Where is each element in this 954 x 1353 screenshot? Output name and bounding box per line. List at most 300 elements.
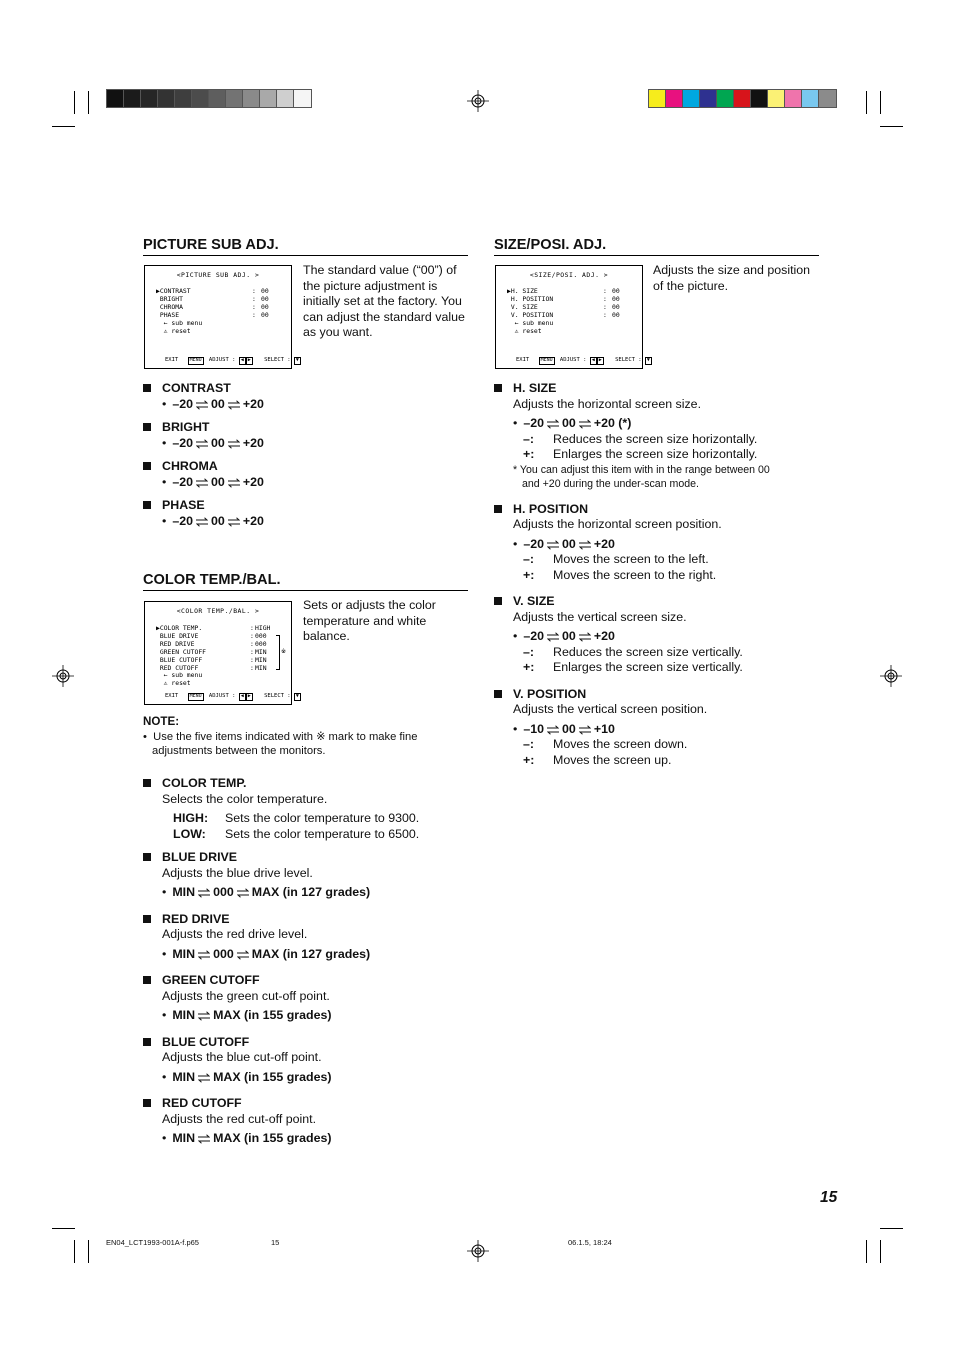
range-bullet: •: [513, 721, 518, 736]
range-row: [494, 416, 824, 432]
bullet-square-icon: [494, 690, 502, 698]
range-mid: 000: [213, 885, 234, 899]
osd-menu-key: MENU: [189, 357, 202, 364]
adjust-toggle-icon: [544, 416, 562, 430]
range-min: MIN: [172, 946, 196, 961]
osd-row-label: RED DRIVE: [156, 639, 195, 648]
plus-row: [494, 568, 824, 584]
item-name: V. POSITION: [513, 686, 587, 701]
range-mid: 00: [562, 416, 576, 430]
osd-row-label: RED CUTOFF: [156, 663, 199, 672]
item-heading: [143, 1096, 463, 1112]
osd-exit-label: EXIT: [165, 357, 179, 364]
item-heading: [143, 420, 463, 436]
osd-row-value: HIGH: [255, 624, 271, 632]
osd-footer: [165, 693, 299, 701]
osd-row-sep: :: [252, 294, 256, 303]
item-heading: [494, 687, 824, 703]
item-heading: [143, 1035, 463, 1051]
range-max: +20 (*): [593, 416, 632, 430]
size-item-h-size: [494, 381, 824, 491]
graybar-swatch: [192, 90, 209, 107]
color-item-red-cutoff: [143, 1096, 463, 1147]
color-item-green-cutoff: [143, 973, 463, 1024]
osd-row-value: 00: [261, 287, 269, 295]
osd-plus-key-icon: ▶: [247, 693, 251, 700]
osd-select-key-icon: ▼: [646, 357, 650, 364]
range-mid: 00: [211, 435, 225, 450]
osd-title: <SIZE/POSI. ADJ. >: [529, 271, 609, 279]
minus-text: Reduces the screen size horizontally.: [553, 431, 758, 446]
adjust-toggle-icon: [193, 475, 211, 489]
adjust-toggle-icon: [544, 629, 562, 643]
bullet-square-icon: [143, 915, 151, 923]
range-max: +20: [242, 474, 264, 489]
picture-sub-description: The standard value (“00”) of the picture adjustment is initially set at the factory. You can adjust the standard value as you want.: [303, 263, 465, 339]
minus-row: [494, 552, 824, 568]
osd-row-label: PHASE: [156, 310, 180, 319]
osd-row-label: ← sub menu: [156, 671, 203, 680]
graybar-swatch: [175, 90, 192, 107]
osd-select-label: SELECT :: [264, 693, 291, 700]
osd-asterisk-icon: ※: [281, 648, 287, 655]
range-bullet: •: [162, 1008, 167, 1022]
osd-row-label: ▶CONTRAST: [156, 287, 191, 295]
osd-footer: [165, 357, 299, 365]
minus-text: Moves the screen down.: [553, 737, 688, 751]
item-heading: [143, 850, 463, 866]
range-row: [143, 1131, 463, 1147]
size-posi-title: SIZE/POSI. ADJ.: [494, 236, 819, 256]
range-max: MAX (in 155 grades): [213, 1069, 332, 1084]
osd-row-value: 000: [255, 631, 267, 640]
osd-select-key-icon: ▼: [295, 357, 299, 364]
picture-item-chroma: [143, 459, 463, 490]
osd-row-sep: :: [250, 655, 254, 664]
item-name: RED DRIVE: [162, 911, 230, 926]
osd-row-value: MIN: [255, 655, 267, 664]
range-row: [143, 436, 463, 452]
minus-row: [494, 432, 824, 448]
range-mid: 00: [562, 629, 576, 643]
graybar-swatch: [124, 90, 141, 107]
item-desc: Adjusts the blue drive level.: [162, 865, 313, 880]
osd-row-sep: :: [252, 310, 256, 319]
adjust-toggle-icon: [193, 514, 211, 528]
item-name: RED CUTOFF: [162, 1096, 242, 1110]
color-bar: [648, 89, 837, 108]
plus-row: [494, 447, 824, 463]
low-key: LOW:: [173, 826, 206, 841]
picture-item-bright: [143, 420, 463, 451]
adjust-toggle-icon: [193, 436, 211, 450]
osd-row-sep: :: [603, 287, 607, 295]
osd-exit-label: EXIT: [165, 693, 179, 700]
footer-file: EN04_LCT1993-001A-f.p65: [106, 1238, 199, 1247]
graybar-swatch: [209, 90, 226, 107]
osd-select-label: SELECT :: [615, 357, 642, 364]
osd-row-sep: :: [250, 639, 254, 648]
range-max: MAX (in 155 grades): [213, 1131, 332, 1145]
range-bullet: •: [162, 885, 167, 899]
graybar-swatch: [226, 90, 243, 107]
range-bullet: •: [162, 946, 167, 961]
item-heading: [143, 459, 463, 475]
low-row: [143, 827, 463, 843]
osd-row-value: 00: [612, 302, 620, 311]
graybar-swatch: [243, 90, 260, 107]
colbar-swatch: [734, 90, 751, 107]
adjust-toggle-icon: [544, 537, 562, 551]
item-name: CHROMA: [162, 459, 218, 473]
osd-row-label: CHROMA: [156, 302, 183, 311]
colbar-swatch: [683, 90, 700, 107]
note-block: [143, 714, 463, 759]
color-temp-title: COLOR TEMP./BAL.: [143, 571, 468, 591]
adjust-toggle-icon: [195, 1131, 213, 1145]
range-bullet: •: [162, 1131, 167, 1145]
bullet-square-icon: [143, 384, 151, 392]
color-item-blue-cutoff: [143, 1035, 463, 1086]
minus-text: Reduces the screen size vertically.: [553, 644, 743, 659]
range-mid: 00: [562, 721, 576, 736]
colbar-swatch: [768, 90, 785, 107]
item-name: GREEN CUTOFF: [162, 973, 260, 987]
osd-row-sep: :: [250, 624, 254, 632]
color-temp-description: Sets or adjusts the color temperature and white balance.: [303, 598, 436, 643]
note-title: NOTE:: [143, 715, 180, 728]
bullet-square-icon: [494, 597, 502, 605]
footer-page: 15: [271, 1238, 280, 1247]
osd-plus-key-icon: ▶: [247, 357, 251, 364]
low-value: Sets the color temperature to 6500.: [225, 826, 420, 841]
graybar-swatch: [294, 90, 311, 107]
asterisk-mark-icon: ※: [316, 730, 326, 743]
adjust-toggle-icon: [225, 436, 243, 450]
item-heading: [494, 594, 824, 610]
osd-row-value: 00: [612, 310, 620, 319]
grayscale-bar: [106, 89, 312, 108]
minus-row: [494, 645, 824, 661]
osd-exit-label: EXIT: [516, 357, 530, 364]
bullet-square-icon: [143, 1099, 151, 1107]
osd-row-label: BRIGHT: [156, 294, 183, 303]
high-value: Sets the color temperature to 9300.: [225, 811, 420, 825]
adjust-toggle-icon: [225, 397, 243, 411]
range-bullet: •: [513, 629, 518, 643]
osd-row-label: V. SIZE: [507, 302, 538, 311]
range-min: MIN: [172, 1008, 196, 1022]
item-name: BRIGHT: [162, 420, 210, 434]
colbar-swatch: [751, 90, 768, 107]
plus-text: Moves the screen to the right.: [553, 567, 717, 582]
range-min: –20: [172, 435, 194, 450]
plus-key: +:: [523, 752, 535, 767]
adjust-toggle-icon: [225, 514, 243, 528]
adjust-toggle-icon: [234, 947, 252, 961]
osd-row-sep: :: [250, 663, 254, 672]
osd-bracket: [276, 635, 280, 670]
bullet-square-icon: [143, 501, 151, 509]
plus-text: Enlarges the screen size horizontally.: [553, 447, 758, 461]
osd-row-sep: :: [603, 294, 607, 303]
adjust-toggle-icon: [576, 722, 594, 736]
range-max: +20: [593, 536, 615, 551]
bullet-square-icon: [494, 505, 502, 513]
range-bullet: •: [162, 435, 167, 450]
picture-sub-osd-screen: [144, 265, 299, 369]
range-mid: 00: [211, 396, 225, 411]
size-posi-osd-screen: [495, 265, 650, 369]
item-name: H. SIZE: [513, 381, 557, 395]
color-item-blue-drive: [143, 850, 463, 901]
range-bullet: •: [162, 1069, 167, 1084]
minus-key: –:: [523, 737, 535, 751]
minus-key: –:: [523, 431, 535, 446]
osd-select-key-icon: ▼: [295, 693, 299, 700]
colbar-swatch: [802, 90, 819, 107]
note-bullet: •: [143, 730, 147, 743]
minus-key: –:: [523, 552, 535, 566]
osd-row-label: ⚠ reset: [156, 679, 191, 688]
item-desc: Adjusts the horizontal screen position.: [513, 517, 722, 531]
graybar-swatch: [260, 90, 277, 107]
item-desc: Adjusts the red drive level.: [162, 927, 308, 941]
osd-row-label: ← sub menu: [507, 318, 554, 327]
color-temp-items: [143, 850, 463, 1158]
minus-row: [494, 737, 824, 753]
osd-row-label: ⚠ reset: [507, 326, 542, 335]
adjust-toggle-icon: [234, 885, 252, 899]
size-item-v-size: [494, 594, 824, 676]
graybar-swatch: [277, 90, 294, 107]
range-mid: 00: [211, 513, 225, 528]
note-line-2: adjustments between the monitors.: [152, 745, 326, 757]
osd-row-sep: :: [250, 647, 254, 656]
item-desc: Adjusts the green cut-off point.: [162, 988, 330, 1003]
osd-row-value: 00: [261, 302, 269, 311]
bullet-square-icon: [143, 853, 151, 861]
range-max: +20: [242, 435, 264, 450]
graybar-swatch: [158, 90, 175, 107]
colbar-swatch: [666, 90, 683, 107]
range-min: –20: [523, 416, 545, 430]
bullet-square-icon: [143, 976, 151, 984]
item-footnote-2: and +20 during the under-scan mode.: [522, 477, 699, 490]
size-posi-description: Adjusts the size and position of the picture.: [653, 263, 811, 293]
osd-row-value: 000: [255, 639, 267, 648]
osd-adjust-label: ADJUST :: [208, 693, 236, 700]
osd-menu-key: MENU: [189, 693, 202, 700]
colbar-swatch: [700, 90, 717, 107]
range-bullet: •: [162, 396, 167, 411]
item-heading: [143, 912, 463, 928]
osd-row-label: H. POSITION: [507, 294, 554, 303]
item-desc: Adjusts the blue cut-off point.: [162, 1050, 322, 1064]
item-name: BLUE DRIVE: [162, 850, 238, 864]
range-bullet: •: [162, 474, 167, 489]
range-min: –20: [172, 396, 194, 411]
range-row: [494, 537, 824, 553]
osd-title: <PICTURE SUB ADJ. >: [176, 271, 260, 279]
osd-row-value: 00: [612, 294, 620, 303]
graybar-swatch: [107, 90, 124, 107]
plus-text: Moves the screen up.: [553, 752, 672, 767]
osd-plus-key-icon: ▶: [598, 357, 602, 364]
page-number: 15: [820, 1189, 838, 1206]
osd-row-value: 00: [261, 294, 269, 303]
size-item-h-position: [494, 502, 824, 584]
color-item-red-drive: [143, 912, 463, 963]
item-name: BLUE CUTOFF: [162, 1034, 250, 1049]
colbar-swatch: [785, 90, 802, 107]
range-bullet: •: [513, 536, 518, 551]
osd-row-label: ▶H. SIZE: [507, 287, 538, 295]
range-bullet: •: [513, 416, 518, 430]
adjust-toggle-icon: [225, 475, 243, 489]
minus-key: –:: [523, 644, 535, 659]
osd-row-label: BLUE CUTOFF: [156, 655, 203, 664]
osd-row-sep: :: [252, 287, 256, 295]
item-heading: [143, 498, 463, 514]
osd-minus-key-icon: ◀: [240, 357, 244, 364]
adjust-toggle-icon: [195, 1008, 213, 1022]
range-mid: 000: [213, 946, 234, 961]
plus-row: [494, 660, 824, 676]
adjust-toggle-icon: [193, 397, 211, 411]
osd-minus-key-icon: ◀: [591, 357, 595, 364]
note-post: mark to make fine: [328, 730, 418, 743]
range-min: –20: [523, 629, 545, 643]
footer-date: 06.1.5, 18:24: [568, 1238, 612, 1247]
adjust-toggle-icon: [576, 416, 594, 430]
high-key: HIGH:: [173, 811, 209, 825]
osd-row-label: GREEN CUTOFF: [156, 647, 207, 656]
item-heading: [143, 973, 463, 989]
osd-adjust-label: ADJUST :: [208, 357, 236, 364]
item-desc: Adjusts the vertical screen size.: [513, 609, 687, 624]
plus-key: +:: [523, 447, 535, 461]
plus-key: +:: [523, 660, 535, 674]
item-desc: Adjusts the vertical screen position.: [513, 702, 708, 716]
color-temp-item: [143, 776, 463, 842]
item-heading: [494, 381, 824, 397]
range-row: [143, 885, 463, 901]
range-min: –20: [172, 474, 194, 489]
range-max: MAX (in 155 grades): [213, 1008, 332, 1022]
colbar-swatch: [819, 90, 836, 107]
osd-row-sep: :: [250, 631, 254, 640]
item-name: H. POSITION: [513, 501, 589, 516]
osd-row-label: ⚠ reset: [156, 326, 191, 335]
registration-mark-bottom-icon: [467, 1240, 489, 1262]
range-row: [143, 475, 463, 491]
registration-mark-top-icon: [467, 90, 489, 112]
adjust-toggle-icon: [195, 947, 213, 961]
note-pre: Use the five items indicated with: [153, 730, 313, 743]
osd-minus-key-icon: ◀: [240, 693, 244, 700]
picture-item-contrast: [143, 381, 463, 412]
item-name: CONTRAST: [162, 381, 231, 395]
osd-row-value: MIN: [255, 663, 267, 672]
plus-text: Enlarges the screen size vertically.: [553, 660, 743, 674]
range-max: +20: [242, 513, 264, 528]
picture-sub-items: [143, 381, 463, 537]
range-mid: 00: [562, 536, 576, 551]
picture-sub-title: PICTURE SUB ADJ.: [143, 236, 468, 256]
osd-title: <COLOR TEMP./BAL. >: [176, 607, 260, 615]
osd-row-value: MIN: [255, 647, 267, 656]
range-row: [143, 397, 463, 413]
range-row: [494, 722, 824, 738]
osd-row-sep: :: [603, 310, 607, 319]
colbar-swatch: [649, 90, 666, 107]
osd-row-value: 00: [261, 310, 269, 319]
bullet-square-icon: [143, 779, 151, 787]
osd-row-label: ← sub menu: [156, 318, 203, 327]
adjust-toggle-icon: [195, 885, 213, 899]
range-min: –20: [172, 513, 194, 528]
adjust-toggle-icon: [544, 722, 562, 736]
bullet-square-icon: [143, 1038, 151, 1046]
osd-row-value: 00: [612, 287, 620, 295]
item-name: PHASE: [162, 498, 205, 512]
adjust-toggle-icon: [576, 629, 594, 643]
osd-footer: [516, 357, 650, 365]
item-desc: Adjusts the red cut-off point.: [162, 1111, 317, 1126]
range-max: +20: [593, 629, 615, 643]
item-desc: Selects the color temperature.: [162, 791, 328, 806]
range-max: +10: [593, 721, 615, 736]
range-mid: 00: [211, 474, 225, 489]
graybar-swatch: [141, 90, 158, 107]
size-item-v-position: [494, 687, 824, 769]
picture-item-phase: [143, 498, 463, 529]
range-max: +20: [242, 396, 264, 411]
range-min: –20: [523, 536, 545, 551]
range-bullet: •: [162, 513, 167, 528]
bullet-square-icon: [143, 462, 151, 470]
plus-key: +:: [523, 567, 535, 582]
osd-row-label: V. POSITION: [507, 310, 554, 319]
bullet-square-icon: [143, 423, 151, 431]
registration-mark-left-icon: [52, 665, 74, 687]
item-name: V. SIZE: [513, 594, 555, 608]
range-max: MAX (in 127 grades): [251, 946, 371, 961]
note-line-1: [143, 730, 463, 745]
adjust-toggle-icon: [576, 537, 594, 551]
osd-adjust-label: ADJUST :: [559, 357, 587, 364]
osd-row-sep: :: [603, 302, 607, 311]
registration-mark-right-icon: [880, 665, 902, 687]
item-heading: COLOR TEMP.: [143, 776, 463, 792]
size-posi-items: [494, 381, 824, 779]
osd-select-label: SELECT :: [264, 357, 291, 364]
range-min: MIN: [172, 885, 196, 899]
item-heading: [494, 502, 824, 518]
item-desc: Adjusts the horizontal screen size.: [513, 396, 702, 411]
bullet-square-icon: [494, 384, 502, 392]
osd-row-label: ▶COLOR TEMP.: [156, 624, 203, 632]
range-max: MAX (in 127 grades): [251, 885, 371, 899]
range-row: [143, 1070, 463, 1086]
osd-menu-key: MENU: [540, 357, 553, 364]
plus-row: [494, 753, 824, 769]
range-min: MIN: [172, 1131, 196, 1145]
range-row: [143, 514, 463, 530]
range-row: [143, 1008, 463, 1024]
range-row: [143, 947, 463, 963]
